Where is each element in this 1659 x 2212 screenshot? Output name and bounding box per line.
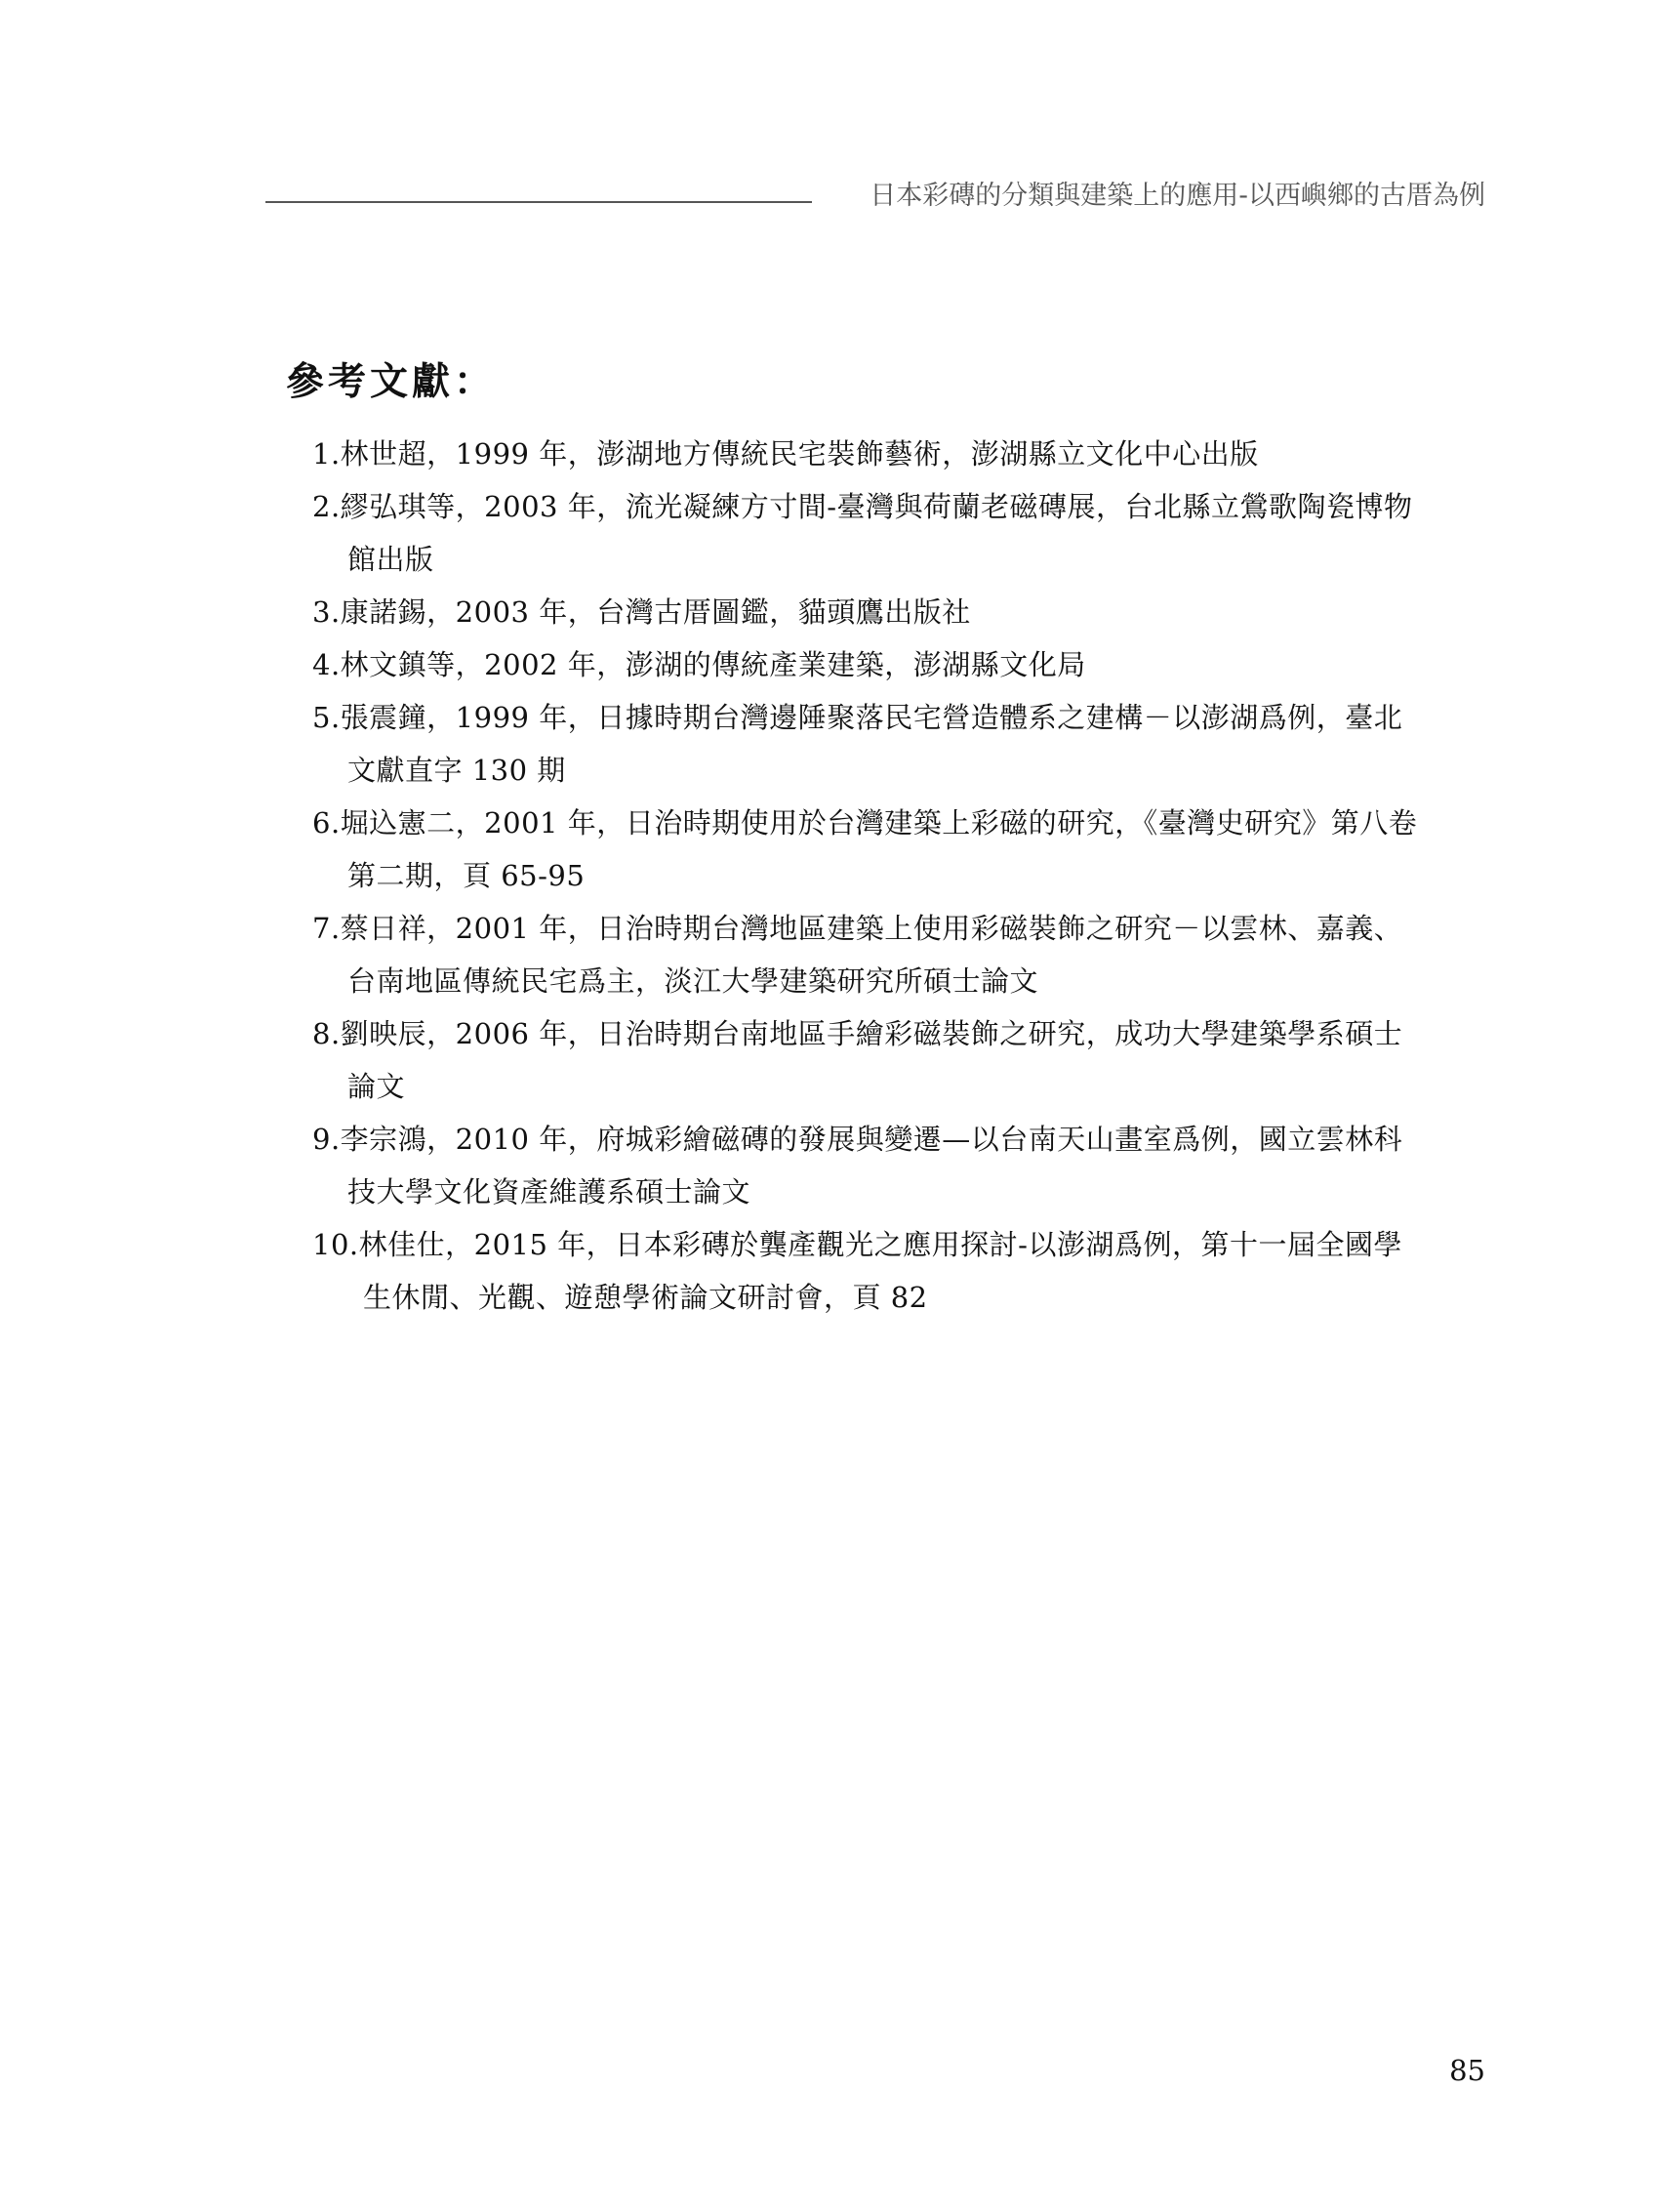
reference-line: 1.林世超，1999 年，澎湖地方傳統民宅裝飾藝術，澎湖縣立文化中心出版: [312, 437, 1259, 471]
reference-line-continued: 館出版: [347, 543, 434, 576]
reference-line-continued: 第二期，頁 65-95: [347, 859, 586, 892]
reference-line-continued: 台南地區傳統民宅爲主，淡江大學建築研究所碩士論文: [347, 964, 1039, 998]
page-number: 85: [1449, 2054, 1485, 2087]
reference-line-continued: 論文: [347, 1070, 406, 1103]
header-rule: [265, 201, 812, 203]
reference-item-1: [312, 428, 1488, 480]
reference-item-7: [312, 902, 1488, 1007]
reference-line-continued: 文獻直字 130 期: [347, 754, 566, 787]
reference-item-5: [312, 691, 1488, 797]
reference-line: 10.林佳仕，2015 年，日本彩磚於龔產觀光之應用探討-以澎湖爲例，第十一屆全國學: [312, 1228, 1402, 1261]
reference-item-3: [312, 586, 1488, 638]
running-title: 日本彩磚的分類與建築上的應用-以西嶼鄉的古厝為例: [870, 181, 1485, 211]
reference-line-continued: 生休閒、光觀、遊憩學術論文研討會，頁 82: [363, 1281, 928, 1314]
reference-line: 7.蔡日祥，2001 年，日治時期台灣地區建築上使用彩磁裝飾之研究－以雲林、嘉義、: [312, 912, 1403, 945]
reference-line-continued: 技大學文化資產維護系碩士論文: [347, 1175, 751, 1208]
reference-line: 2.繆弘琪等，2003 年，流光凝練方寸間-臺灣與荷蘭老磁磚展，台北縣立鶯歌陶瓷博物: [312, 490, 1413, 523]
reference-line: 6.堀込憲二，2001 年，日治時期使用於台灣建築上彩磁的研究，《臺灣史研究》第八卷: [312, 806, 1418, 840]
reference-item-8: [312, 1007, 1488, 1113]
reference-line: 5.張震鐘，1999 年，日據時期台灣邊陲聚落民宅營造體系之建構－以澎湖爲例，臺北: [312, 701, 1403, 734]
reference-line: 8.劉映辰，2006 年，日治時期台南地區手繪彩磁裝飾之研究，成功大學建築學系碩士: [312, 1017, 1403, 1050]
reference-line: 4.林文鎮等，2002 年，澎湖的傳統產業建築，澎湖縣文化局: [312, 648, 1086, 681]
reference-item-10: [312, 1218, 1488, 1324]
section-heading: 參考文獻：: [286, 359, 497, 404]
reference-list: [312, 428, 1488, 1324]
reference-item-9: [312, 1113, 1488, 1218]
reference-line: 9.李宗鴻，2010 年，府城彩繪磁磚的發展與變遷—以台南天山畫室爲例，國立雲林科: [312, 1123, 1403, 1156]
running-header: [265, 174, 1485, 213]
reference-line: 3.康諾錫，2003 年，台灣古厝圖鑑，貓頭鷹出版社: [312, 595, 971, 629]
reference-item-6: [312, 797, 1488, 902]
reference-item-4: [312, 638, 1488, 691]
reference-item-2: [312, 480, 1488, 586]
